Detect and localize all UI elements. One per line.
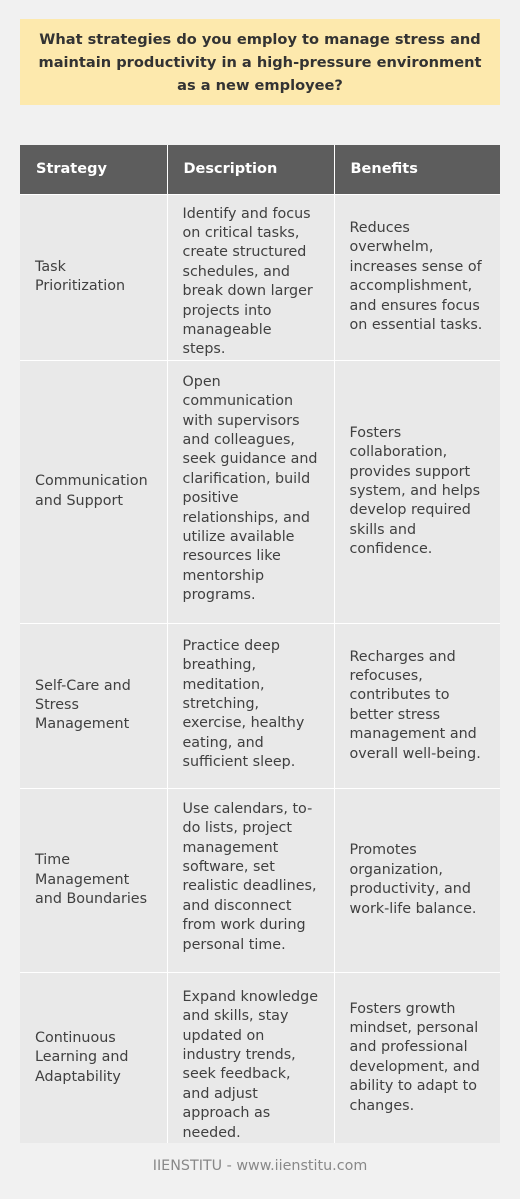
- header-description: Description: [167, 145, 334, 194]
- description-cell: Use calendars, to-do lists, project management software, set realistic deadlines, and disconnect from work during personal time.: [167, 788, 334, 972]
- benefits-cell: Promotes organization, productivity, and work-life balance.: [334, 788, 500, 972]
- strategy-cell: Task Prioritization: [20, 194, 167, 360]
- description-cell: Open communication with supervisors and colleagues, seek guidance and clarification, build positive relationships, and utilize available resources like mentorship programs.: [167, 360, 334, 623]
- benefits-cell: Fosters growth mindset, personal and professional development, and ability to adapt to changes.: [334, 972, 500, 1143]
- strategy-cell: Self-Care and Stress Management: [20, 623, 167, 788]
- strategies-table: [20, 145, 500, 1143]
- description-cell: Identify and focus on critical tasks, create structured schedules, and break down larger projects into manageable steps.: [167, 194, 334, 360]
- benefits-cell: Fosters collaboration, provides support system, and helps develop required skills and confidence.: [334, 360, 500, 623]
- header-strategy: Strategy: [20, 145, 167, 194]
- table-header-row: [20, 145, 500, 194]
- strategy-cell: Time Management and Boundaries: [20, 788, 167, 972]
- strategy-cell: Continuous Learning and Adaptability: [20, 972, 167, 1143]
- table-row: [20, 788, 500, 972]
- description-cell: Practice deep breathing, meditation, stretching, exercise, healthy eating, and sufficient sleep.: [167, 623, 334, 788]
- table-row: [20, 623, 500, 788]
- header-benefits: Benefits: [334, 145, 500, 194]
- title-box: [20, 19, 500, 105]
- strategy-cell: Communication and Support: [20, 360, 167, 623]
- table-row: [20, 360, 500, 623]
- benefits-cell: Recharges and refocuses, contributes to better stress management and overall well-being.: [334, 623, 500, 788]
- footer-credit: IIENSTITU - www.iienstitu.com: [152, 1158, 368, 1174]
- description-cell: Expand knowledge and skills, stay updated on industry trends, seek feedback, and adjust approach as needed.: [167, 972, 334, 1143]
- page-title: What strategies do you employ to manage stress and maintain productivity in a high-pressure environment as a new employee?: [38, 30, 482, 94]
- benefits-cell: Reduces overwhelm, increases sense of accomplishment, and ensures focus on essential tasks.: [334, 194, 500, 360]
- table-row: [20, 194, 500, 360]
- table-row: [20, 972, 500, 1143]
